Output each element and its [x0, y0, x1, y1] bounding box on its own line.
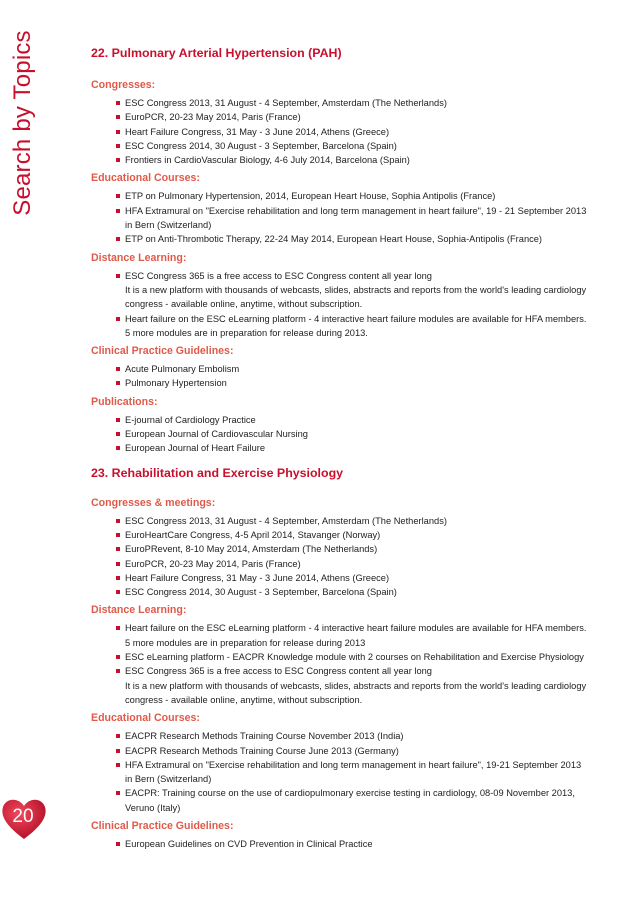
bullet-list — [91, 514, 606, 600]
list-item-line: ESC Congress 2014, 30 August - 3 September, Barcelona (Spain) — [125, 587, 397, 598]
bullet-list — [91, 269, 606, 340]
section-title: 23. Rehabilitation and Exercise Physiology — [91, 465, 344, 480]
list-item — [116, 621, 606, 650]
list-item — [116, 571, 606, 585]
bullet-list — [91, 837, 606, 851]
group-heading: Clinical Practice Guidelines: — [91, 819, 234, 832]
group-heading: Congresses & meetings: — [91, 496, 216, 509]
list-item — [116, 786, 606, 815]
list-item-line: EuroPRevent, 8-10 May 2014, Amsterdam (The Netherlands) — [125, 544, 378, 555]
group-heading: Congresses: — [91, 79, 156, 91]
list-item-line: ESC eLearning platform - EACPR Knowledge module with 2 courses on Rehabilitation and Exercise Physiology — [125, 652, 584, 663]
bullet-list — [91, 621, 606, 707]
side-title: Search by Topics — [9, 30, 36, 216]
group-heading: Educational Courses: — [91, 172, 200, 185]
list-item-line: EuroPCR, 20-23 May 2014, Paris (France) — [125, 112, 301, 123]
list-item — [116, 729, 606, 743]
list-item-line: 5 more modules are in preparation for release during 2013. — [125, 327, 368, 338]
section-title: 22. Pulmonary Arterial Hypertension (PAH) — [91, 46, 342, 60]
list-item-line: EACPR Research Methods Training Course November 2013 (India) — [125, 731, 404, 742]
group-heading: Clinical Practice Guidelines: — [91, 345, 234, 358]
list-item — [116, 139, 606, 153]
list-item — [116, 528, 606, 542]
list-item-line: Pulmonary Hypertension — [125, 378, 227, 389]
list-item — [116, 585, 606, 599]
list-item-line: in Bern (Switzerland) — [125, 220, 212, 231]
list-item-line: Heart failure on the ESC eLearning platform - 4 interactive heart failure modules are available for HFA members. — [125, 623, 587, 634]
group-heading: Distance Learning: — [91, 251, 187, 264]
list-item — [116, 204, 606, 233]
list-item-line: ESC Congress 365 is a free access to ESC Congress content all year long — [125, 270, 432, 281]
list-item-line: ETP on Anti-Thrombotic Therapy, 22-24 May 2014, European Heart House, Sophia-Antipolis (France) — [125, 234, 543, 245]
list-item-line: It is a new platform with thousands of webcasts, slides, abstracts and reports from the world's leading cardiology — [125, 680, 587, 691]
list-item — [116, 376, 606, 390]
list-item-line: Heart Failure Congress, 31 May - 3 June 2014, Athens (Greece) — [125, 126, 390, 137]
section — [91, 466, 606, 852]
list-item — [116, 557, 606, 571]
list-item — [116, 542, 606, 556]
section — [91, 46, 606, 456]
list-item — [116, 413, 606, 427]
group-heading: Distance Learning: — [91, 604, 187, 617]
list-item-line: EuroPCR, 20-23 May 2014, Paris (France) — [125, 558, 301, 569]
bullet-list — [91, 729, 606, 815]
list-item-line: 5 more modules are in preparation for release during 2013 — [125, 637, 366, 648]
list-item — [116, 650, 606, 664]
list-item-line: congress - available online, anytime, without subscription. — [125, 694, 363, 705]
list-item-line: It is a new platform with thousands of webcasts, slides, abstracts and reports from the world's leading cardiology — [125, 284, 587, 295]
list-item-line: ESC Congress 2013, 31 August - 4 September, Amsterdam (The Netherlands) — [125, 98, 447, 108]
bullet-list — [91, 189, 606, 246]
list-item-line: Veruno (Italy) — [125, 802, 181, 813]
list-item-line: European Journal of Cardiovascular Nursing — [125, 429, 308, 440]
list-item — [116, 362, 606, 376]
list-item-line: EuroHeartCare Congress, 4-5 April 2014, Stavanger (Norway) — [125, 529, 381, 540]
list-item-line: ETP on Pulmonary Hypertension, 2014, European Heart House, Sophia Antipolis (France) — [125, 191, 496, 202]
group-heading: Publications: — [91, 395, 158, 408]
list-item — [116, 125, 606, 139]
list-item-line: Heart Failure Congress, 31 May - 3 June 2014, Athens (Greece) — [125, 572, 390, 583]
list-item — [116, 758, 606, 787]
list-item — [116, 96, 606, 110]
list-item-line: EACPR: Training course on the use of cardiopulmonary exercise testing in cardiology, 08-09 November 2013, — [125, 788, 575, 799]
list-item — [116, 110, 606, 124]
list-item-line: Heart failure on the ESC eLearning platform - 4 interactive heart failure modules are available for HFA members. — [125, 313, 587, 324]
list-item — [116, 837, 606, 851]
bullet-list — [91, 413, 606, 456]
bullet-list — [91, 362, 606, 391]
list-item-line: EACPR Research Methods Training Course June 2013 (Germany) — [125, 745, 399, 756]
list-item-line: HFA Extramural on "Exercise rehabilitation and long term management in heart failure", 19-21 September 2013 — [125, 759, 582, 770]
list-item-line: European Guidelines on CVD Prevention in Clinical Practice — [125, 838, 373, 849]
list-item — [116, 153, 606, 167]
list-item-line: congress - available online, anytime, without subscription. — [125, 299, 363, 310]
list-item — [116, 232, 606, 246]
list-item — [116, 664, 606, 707]
list-item-line: in Bern (Switzerland) — [125, 774, 212, 785]
list-item — [116, 514, 606, 528]
list-item-line: ESC Congress 365 is a free access to ESC Congress content all year long — [125, 666, 432, 677]
list-item-line: HFA Extramural on "Exercise rehabilitation and long term management in heart failure", 19 - 21 September 2013 — [125, 205, 587, 216]
list-item-line: European Journal of Heart Failure — [125, 443, 266, 454]
list-item — [116, 441, 606, 455]
list-item-line: Frontiers in CardioVascular Biology, 4-6 July 2014, Barcelona (Spain) — [125, 155, 410, 166]
list-item — [116, 427, 606, 441]
content — [91, 46, 606, 856]
list-item-line: Acute Pulmonary Embolism — [125, 364, 240, 375]
list-item — [116, 312, 606, 341]
list-item-line: ESC Congress 2014, 30 August - 3 September, Barcelona (Spain) — [125, 140, 397, 151]
bullet-list — [91, 96, 606, 167]
list-item — [116, 189, 606, 203]
group-heading: Educational Courses: — [91, 712, 200, 725]
list-item — [116, 269, 606, 312]
page-number: 20 — [12, 806, 34, 827]
list-item-line: E-journal of Cardiology Practice — [125, 414, 256, 425]
list-item — [116, 744, 606, 758]
list-item-line: ESC Congress 2013, 31 August - 4 September, Amsterdam (The Netherlands) — [125, 515, 447, 526]
